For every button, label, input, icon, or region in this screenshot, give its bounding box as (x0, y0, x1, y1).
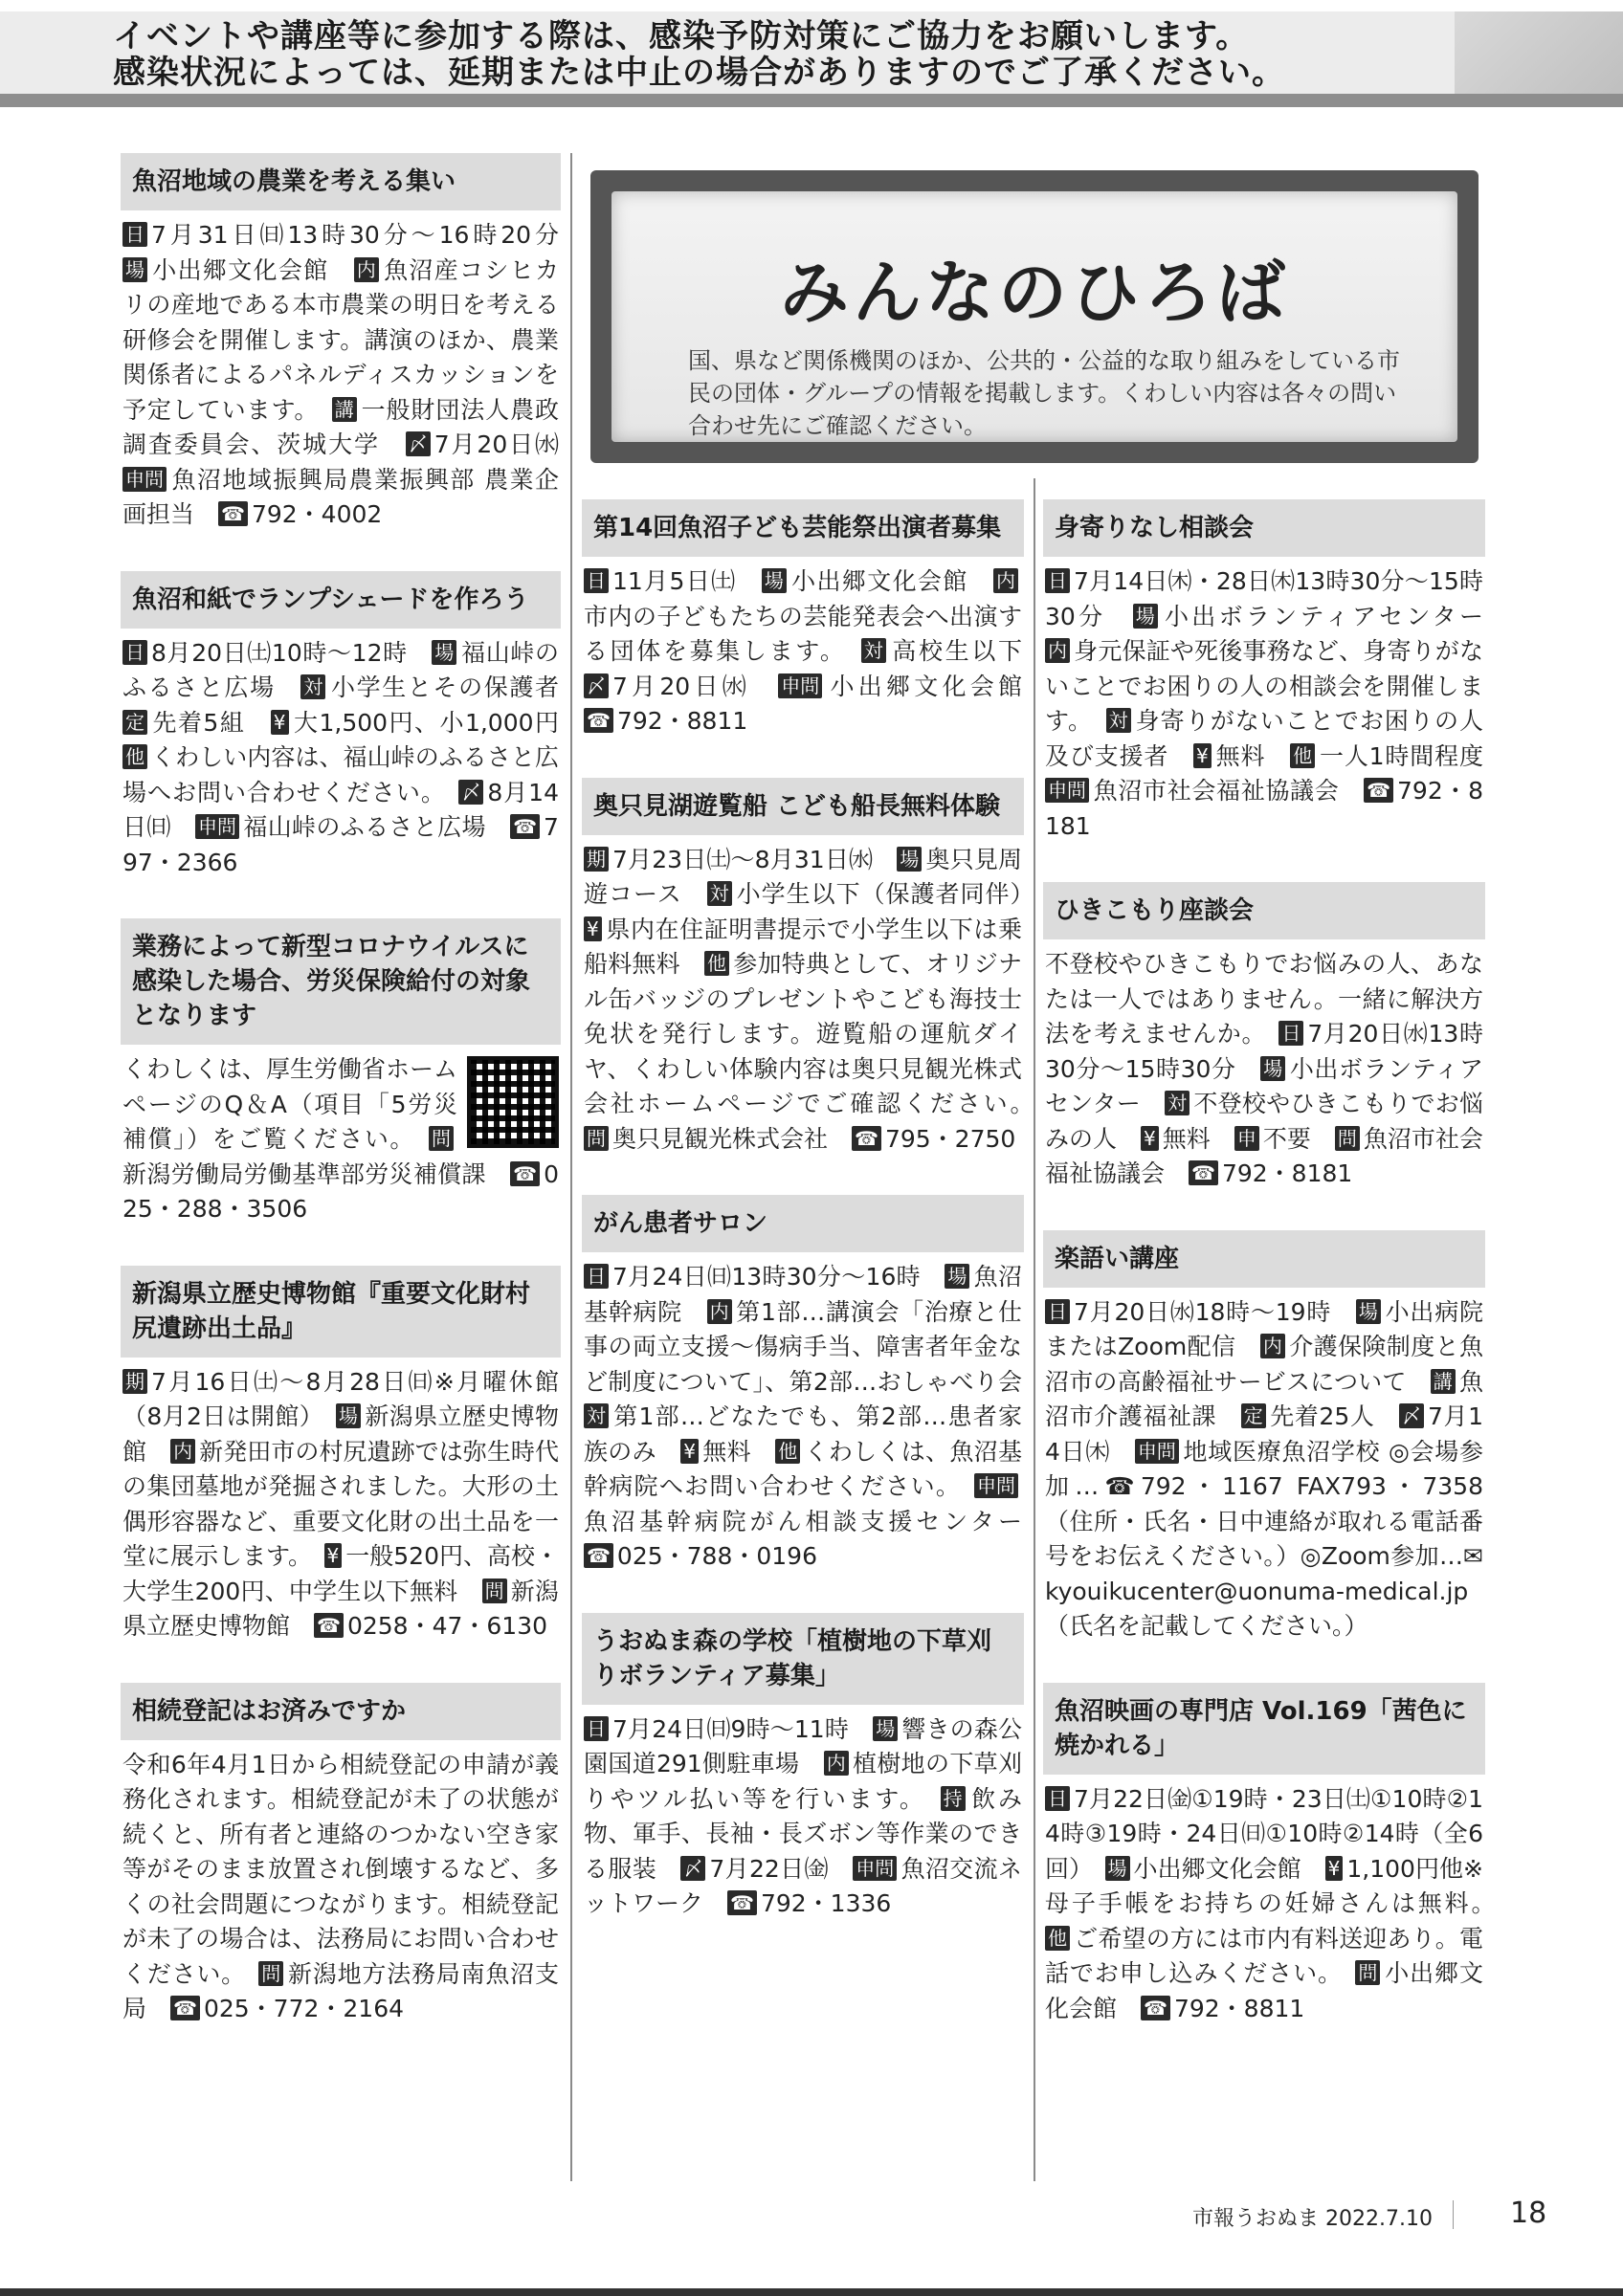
info-text: 7月20日㈬ (612, 672, 750, 700)
article (1043, 1230, 1485, 1645)
info-tag: ¥ (680, 1439, 699, 1464)
info-tag: 内 (707, 1299, 732, 1324)
info-tag: 他 (122, 744, 147, 769)
info-text: 介護保険制度と魚沼市の高齢福祉サービスについて (1045, 1333, 1483, 1396)
article (1043, 499, 1485, 844)
info-text: くわしくは、厚生労働省ホームページのQ＆A（項目「5労災補償」）をご覧ください。 (122, 1055, 458, 1153)
info-tag: 講 (1431, 1369, 1456, 1394)
info-tag: 日 (1278, 1021, 1303, 1046)
info-tag: 日 (584, 1264, 609, 1289)
article (582, 1613, 1024, 1922)
info-tag: 場 (1105, 1856, 1130, 1881)
article-body (1043, 1775, 1485, 2027)
info-text: 新発田市の村尻遺跡では弥生時代の集団墓地が発掘されました。大形の土偶形容器など、重要文化財の出土品を一堂に展示します。 (122, 1437, 559, 1570)
info-tag: 対 (707, 881, 732, 906)
column-middle (582, 499, 1024, 1960)
info-tag: 講 (332, 397, 357, 422)
article-body (121, 210, 561, 533)
info-tag: 問 (482, 1578, 507, 1603)
info-text: 無料 (1162, 1124, 1211, 1153)
info-text: 不登校やひきこもりでお悩みの人 (1045, 1090, 1483, 1153)
info-tag: 期 (584, 847, 609, 872)
info-text: 小出郷文化会館 (1045, 1959, 1483, 2022)
info-tag: 他 (1290, 743, 1315, 768)
info-text: 792・8811 (1173, 1994, 1305, 2022)
info-tag: 問 (429, 1126, 454, 1151)
info-tag: 場 (1133, 604, 1158, 629)
footer-publication: 市報うおぬま 2022.7.10 (1192, 2207, 1433, 2231)
column-right (1043, 499, 1485, 2064)
info-tag: ☎ (727, 1890, 757, 1915)
info-tag: 日 (1045, 568, 1070, 593)
info-text: 7月24日㈰13時30分～16時 (612, 1263, 922, 1291)
info-tag: 申問 (778, 673, 822, 698)
info-tag: 場 (1356, 1299, 1381, 1324)
article-body (121, 1358, 561, 1645)
info-text: 7月14日㈭ (1045, 1402, 1483, 1466)
info-text: 025・772・2164 (203, 1995, 405, 2022)
info-tag: 他 (1045, 1926, 1070, 1951)
article-title: ひきこもり座談会 (1043, 882, 1485, 939)
info-text: 魚沼市社会福祉協議会 (1045, 1124, 1483, 1187)
info-tag: ☎ (510, 814, 540, 839)
article-title: 魚沼和紙でランプシェードを作ろう (121, 571, 561, 629)
info-tag: ☎ (584, 1543, 613, 1568)
info-tag: ☎ (852, 1126, 881, 1151)
info-text: 7月22日㈮ (709, 1854, 829, 1883)
info-tag: 〆 (458, 780, 483, 805)
info-text: 奥只見周遊コース (584, 845, 1022, 908)
info-tag: ☎ (510, 1161, 540, 1186)
article-body (121, 1740, 561, 2027)
info-tag: 場 (336, 1403, 361, 1428)
article-title: 魚沼映画の専門店 Vol.169「茜色に焼かれる」 (1043, 1683, 1485, 1775)
info-tag: 場 (897, 847, 922, 872)
info-tag: 問 (258, 1961, 283, 1986)
info-text: 1,100円他※母子手帳をお持ちの妊婦さんは無料。 (1045, 1854, 1483, 1917)
article-title: 新潟県立歴史博物館『重要文化財村尻遺跡出土品』 (121, 1266, 561, 1358)
info-text: 先着25人 (1269, 1402, 1375, 1430)
info-text: 植樹地の下草刈りやツル払い等を行います。 (584, 1750, 1022, 1813)
article (121, 918, 561, 1227)
info-text: 7月31日㈰13時30分～16時20分 (151, 221, 559, 249)
info-text: 魚沼市社会福祉協議会 (1093, 777, 1340, 805)
info-tag: 〆 (406, 431, 431, 456)
info-text: 一般財団法人農政調査委員会、茨城大学 (122, 395, 559, 458)
info-text: 7月14日㈭・28日㈭13時30分～15時30分 (1045, 567, 1483, 630)
info-tag: 日 (1045, 1786, 1070, 1811)
info-text: ご希望の方には市内有料送迎あり。電話でお申し込みください。 (1045, 1924, 1483, 1987)
banner-line-2: 感染状況によっては、延期または中止の場合がありますのでご了承ください。 (113, 54, 1285, 92)
info-tag: 対 (1106, 708, 1131, 733)
info-text: 一般520円、高校・大学生200円、中学生以下無料 (122, 1542, 559, 1605)
info-text: 魚沼産コシヒカリの産地である本市農業の明日を考える研修会を開催します。講演のほか、農業関係者によるパネルディスカッションを予定しています。 (122, 255, 559, 424)
article-body (1043, 1288, 1485, 1645)
info-text: 大1,500円、小1,000円 (292, 708, 559, 737)
info-tag: 問 (584, 1126, 609, 1151)
info-tag: 申問 (122, 467, 167, 492)
info-text: 795・2750 (884, 1124, 1016, 1153)
info-tag: 場 (945, 1264, 969, 1289)
info-text: 7月16日㈯～8月28日㈰※月曜休館（8月2日は開館） (122, 1367, 559, 1430)
info-text: 新潟県立歴史博物館 (122, 1577, 559, 1640)
minna-no-hiroba-board (590, 170, 1478, 463)
info-text: くわしい内容は、福山峠のふるさと広場へお問い合わせください。 (122, 743, 559, 806)
info-text: 7月20日㈬18時～19時 (1074, 1297, 1332, 1326)
info-text: 小出郷文化会館 (151, 255, 329, 284)
info-tag: 期 (122, 1369, 147, 1394)
article (1043, 882, 1485, 1192)
info-text: 魚沼基幹病院がん相談支援センター (584, 1507, 1022, 1535)
article-title: 楽語い講座 (1043, 1230, 1485, 1288)
info-text: 響きの森公園国道291側駐車場 (584, 1714, 1022, 1777)
info-text: 小学生とその保護者 (329, 673, 559, 701)
info-text: 第1部…講演会「治療と仕事の両立支援～傷病手当、障害者年金など制度について」、第2部…おしゃべり会 (584, 1297, 1022, 1396)
info-tag: 定 (122, 710, 147, 735)
article-body (1043, 557, 1485, 844)
article-title: 相続登記はお済みですか (121, 1683, 561, 1740)
article-title: 魚沼地域の農業を考える集い (121, 153, 561, 210)
notice-banner (0, 0, 1623, 107)
info-text: 身元保証や死後事務など、身寄りがないことでお困りの人の相談会を開催します。 (1045, 637, 1483, 735)
board-title: みんなのひろば (779, 253, 1289, 333)
info-text: 魚沼市介護福祉課 (1045, 1367, 1483, 1430)
info-tag: 内 (1045, 638, 1070, 663)
info-tag: 定 (1241, 1403, 1266, 1428)
info-text: 地域医療魚沼学校 ◎会場参加…☎792・1167 FAX793・7358（住所・氏名・日中連絡が取れる電話番号をお伝えください。）◎Zoom参加…✉kyouikucenter@uonuma-medical.jp（氏名を記載してください。） (1045, 1437, 1484, 1640)
info-tag: 〆 (1399, 1403, 1424, 1428)
info-tag: 場 (762, 568, 787, 593)
info-tag: 日 (122, 222, 147, 247)
info-text: 小出郷文化会館 (826, 672, 1022, 700)
info-tag: 内 (170, 1439, 195, 1464)
info-tag: 対 (861, 638, 886, 663)
info-text: 魚沼地域振興局農業振興部 農業企画担当 (122, 465, 559, 528)
article (121, 153, 561, 533)
info-tag: 場 (122, 257, 147, 282)
info-tag: 申問 (1135, 1439, 1179, 1464)
info-tag: ☎ (170, 1996, 200, 2020)
info-text: 792・1336 (760, 1889, 892, 1917)
info-text: 792・8181 (1221, 1159, 1353, 1187)
info-text: 第1部…どなたでも、第2部…患者家族のみ (584, 1402, 1022, 1466)
column-divider-2 (1034, 478, 1035, 2181)
info-tag: 対 (1165, 1091, 1189, 1115)
info-tag: ¥ (1193, 743, 1212, 768)
info-tag: 対 (300, 674, 325, 699)
info-text: 先着5組 (151, 708, 246, 737)
bottom-rule (0, 2288, 1623, 2296)
article-body (121, 629, 561, 881)
info-tag: 申問 (974, 1473, 1018, 1498)
info-tag: 場 (873, 1716, 898, 1741)
info-tag: ☎ (1364, 778, 1393, 803)
info-text: 792・8811 (616, 707, 748, 735)
info-text: 7月24日㈰9時～11時 (612, 1714, 850, 1743)
info-text: 小出ボランティアセンター (1045, 1054, 1483, 1117)
article-body (582, 1705, 1024, 1922)
info-tag: 内 (824, 1751, 849, 1776)
info-text: 福山峠のふるさと広場 (122, 638, 559, 701)
info-text: 奥只見観光株式会社 (612, 1124, 829, 1153)
info-text: 792・4002 (251, 500, 383, 528)
info-text: 魚沼交流ネットワーク (584, 1854, 1022, 1917)
info-tag: 申問 (1045, 778, 1089, 803)
info-tag: 他 (704, 951, 729, 976)
info-text: 参加特典として、オリジナル缶バッジのプレゼントやこども海技士免状を発行します。遊覧船の運航ダイヤ、くわしい体験内容は奥只見観光株式会社ホームページでご確認ください。 (584, 950, 1022, 1117)
info-tag: 内 (1260, 1334, 1285, 1358)
article (582, 1195, 1024, 1575)
info-tag: 〆 (680, 1856, 705, 1881)
info-tag: 日 (584, 568, 609, 593)
info-text: 792・8181 (1045, 777, 1483, 840)
info-text: 福山峠のふるさと広場 (243, 813, 486, 841)
info-tag: ☎ (584, 708, 613, 733)
info-text: 身寄りがないことでお困りの人及び支援者 (1045, 707, 1483, 770)
info-tag: 場 (432, 640, 456, 665)
article-title: うおぬま森の学校「植樹地の下草刈りボランティア募集」 (582, 1613, 1024, 1705)
info-tag: 申問 (195, 814, 239, 839)
info-text: 小学生以下（保護者同伴） (735, 880, 1022, 908)
info-tag: 申 (1234, 1126, 1259, 1151)
article-body (582, 835, 1024, 1158)
info-text: 11月5日㈯ (612, 567, 737, 595)
info-text: 8月14日㈰ (122, 778, 559, 841)
banner-tab (1455, 11, 1623, 94)
info-tag: 日 (584, 1716, 609, 1741)
info-tag: ¥ (1141, 1126, 1159, 1151)
info-text: 小出郷文化会館 (789, 567, 968, 595)
info-text: 8月20日㈯10時～12時 (151, 638, 408, 667)
article (121, 571, 561, 881)
info-tag: 問 (1355, 1960, 1380, 1985)
footer-separator (1453, 2200, 1454, 2229)
info-text: 飲み物、軍手、長袖・長ズボン等作業のできる服装 (584, 1784, 1022, 1883)
info-tag: 他 (775, 1439, 800, 1464)
info-text: くわしくは、魚沼基幹病院へお問い合わせください。 (584, 1437, 1022, 1500)
article-body (121, 1045, 561, 1227)
info-text: 一人1時間程度 (1319, 741, 1483, 770)
info-text: 小出郷文化会館 (1133, 1854, 1301, 1883)
article-title: 身寄りなし相談会 (1043, 499, 1485, 557)
info-text: 797・2366 (122, 813, 559, 876)
info-tag: 申問 (853, 1856, 897, 1881)
info-text: 025・288・3506 (122, 1159, 559, 1223)
info-text: 7月23日㈯～8月31日㈬ (612, 845, 874, 873)
info-text: 0258・47・6130 (346, 1612, 548, 1640)
page-number: 18 (1510, 2197, 1547, 2230)
info-text: 小出ボランティアセンター (1161, 602, 1483, 630)
info-text: 魚沼基幹病院 (584, 1263, 1022, 1326)
article (121, 1683, 561, 2027)
info-tag: 日 (1045, 1299, 1070, 1324)
info-tag: 内 (354, 257, 379, 282)
info-text: 県内在住証明書提示で小学生以下は乗船料無料 (584, 915, 1022, 978)
column-left (121, 153, 561, 2065)
info-text: 市内の子どもたちの芸能発表会へ出演する団体を募集します。 (584, 602, 1022, 665)
qr-code-icon[interactable] (467, 1056, 559, 1148)
info-tag: 場 (1260, 1056, 1285, 1081)
info-tag: 〆 (584, 673, 609, 698)
info-tag: ☎ (1141, 1996, 1170, 2020)
info-text: 7月20日㈬ (434, 430, 559, 458)
info-tag: ¥ (271, 710, 289, 735)
info-tag: ¥ (324, 1543, 343, 1568)
article-body (1043, 939, 1485, 1192)
article-title: 業務によって新型コロナウイルスに感染した場合、労災保険給付の対象となります (121, 918, 561, 1045)
info-text: 7月20日㈬13時30分～15時30分 (1045, 1020, 1483, 1083)
article-title: 奥只見湖遊覧船 こども船長無料体験 (582, 778, 1024, 835)
board-panel (611, 191, 1457, 442)
info-tag: ☎ (218, 501, 248, 526)
article-title: 第14回魚沼子ども芸能祭出演者募集 (582, 499, 1024, 557)
info-tag: 持 (941, 1786, 966, 1811)
info-text: 小出病院またはZoom配信 (1045, 1297, 1483, 1360)
info-text: 新潟労働局労働基準部労災補償課 (122, 1159, 486, 1188)
info-tag: ☎ (1189, 1160, 1218, 1185)
board-description: 国、県など関係機関のほか、公共的・公益的な取り組みをしている市民の団体・グループの情報を掲載します。くわしい内容は各々の問い合わせ先にご確認ください。 (688, 347, 1400, 439)
banner-underline (0, 94, 1623, 107)
info-tag: ¥ (1325, 1856, 1344, 1881)
info-text: 025・788・0196 (616, 1542, 817, 1570)
info-text: 新潟県立歴史博物館 (122, 1402, 559, 1466)
article (1043, 1683, 1485, 2027)
info-text: 新潟地方法務局南魚沼支局 (122, 1959, 559, 2022)
info-tag: ¥ (584, 916, 602, 941)
banner-line-1: イベントや講座等に参加する際は、感染予防対策にご協力をお願いします。 (113, 17, 1250, 55)
article (582, 499, 1024, 740)
article (582, 778, 1024, 1158)
info-tag: 対 (584, 1403, 609, 1428)
info-text: 無料 (1214, 741, 1266, 770)
info-tag: 問 (1335, 1126, 1360, 1151)
article (121, 1266, 561, 1645)
info-tag: 日 (122, 640, 147, 665)
info-tag: ☎ (314, 1613, 344, 1638)
article-title: がん患者サロン (582, 1195, 1024, 1252)
info-text: 不要 (1262, 1124, 1311, 1153)
info-text: 高校生以下 (889, 637, 1022, 665)
info-text: 無料 (701, 1437, 751, 1466)
info-text: 7月22日㈮①19時・23日㈯①10時②14時③19時・24日㈰①10時②14時（全6回） (1045, 1784, 1483, 1883)
article-body (582, 557, 1024, 740)
article-body (582, 1252, 1024, 1575)
info-tag: 内 (993, 568, 1018, 593)
info-text: 不登校やひきこもりでお悩みの人、あなたは一人ではありません。一緒に解決方法を考えませんか。 (1045, 950, 1483, 1048)
info-text: 令和6年4月1日から相続登記の申請が義務化されます。相続登記が未了の状態が続くと、所有者と連絡のつかない空き家等がそのまま放置され倒壊するなど、多くの社会問題につながります。相続登記が未了の場合は、法務局にお問い合わせください。 (122, 1750, 559, 1988)
